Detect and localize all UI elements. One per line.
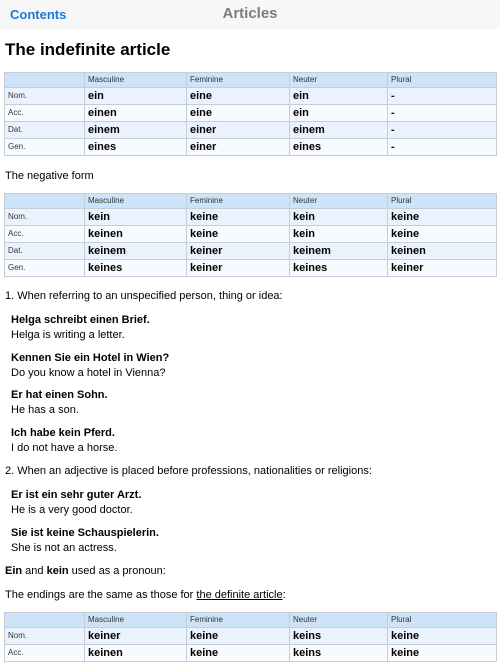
article-form-cell: keine bbox=[388, 628, 497, 645]
german-sentence: Er hat einen Sohn. bbox=[11, 389, 108, 401]
article-form-cell: keine bbox=[187, 628, 290, 645]
example-6 bbox=[11, 526, 159, 556]
article-form-cell: ein bbox=[290, 105, 388, 122]
article-form-cell: kein bbox=[85, 209, 187, 226]
negative-form-heading: The negative form bbox=[5, 170, 94, 182]
case-label: Dat. bbox=[5, 243, 85, 260]
gender-column-header: Neuter bbox=[290, 613, 388, 628]
pronoun-endings-table bbox=[4, 612, 497, 662]
article-form-cell: eine bbox=[187, 88, 290, 105]
english-translation: She is not an actress. bbox=[11, 542, 117, 554]
article-form-cell: - bbox=[388, 88, 497, 105]
example-4 bbox=[11, 426, 117, 456]
case-label: Dat. bbox=[5, 122, 85, 139]
gender-column-header: Neuter bbox=[290, 194, 388, 209]
article-form-cell: einem bbox=[290, 122, 388, 139]
case-label: Nom. bbox=[5, 88, 85, 105]
article-form-cell: eines bbox=[85, 139, 187, 156]
case-label: Acc. bbox=[5, 105, 85, 122]
table-row bbox=[5, 88, 497, 105]
article-form-cell: keins bbox=[290, 645, 388, 662]
case-label: Gen. bbox=[5, 260, 85, 277]
table-row bbox=[5, 122, 497, 139]
article-form-cell: keines bbox=[85, 260, 187, 277]
word-kein: kein bbox=[46, 565, 69, 577]
article-content[interactable] bbox=[0, 29, 500, 667]
english-translation: He is a very good doctor. bbox=[11, 504, 133, 516]
negative-form-table bbox=[4, 193, 497, 277]
article-form-cell: keines bbox=[290, 260, 388, 277]
gender-column-header: Masculine bbox=[85, 613, 187, 628]
article-form-cell: keinen bbox=[388, 243, 497, 260]
contents-back-button[interactable]: Contents bbox=[10, 7, 67, 22]
pronoun-heading-rest: used as a pronoun: bbox=[68, 565, 166, 577]
word-ein: Ein bbox=[5, 565, 23, 577]
usage-point-1: 1. When referring to an unspecified person, thing or idea: bbox=[5, 290, 283, 302]
definite-article-link[interactable]: the definite article bbox=[196, 589, 283, 601]
article-form-cell: keinem bbox=[85, 243, 187, 260]
case-label: Acc. bbox=[5, 226, 85, 243]
table-header-row bbox=[5, 73, 497, 88]
and-text: and bbox=[22, 565, 47, 577]
example-5 bbox=[11, 488, 141, 518]
article-form-cell: keine bbox=[187, 209, 290, 226]
gender-column-header: Feminine bbox=[187, 73, 290, 88]
article-form-cell: keine bbox=[187, 645, 290, 662]
table-row bbox=[5, 243, 497, 260]
table-row bbox=[5, 209, 497, 226]
gender-column-header: Plural bbox=[388, 194, 497, 209]
article-form-cell: keiner bbox=[187, 243, 290, 260]
table-row bbox=[5, 139, 497, 156]
german-sentence: Kennen Sie ein Hotel in Wien? bbox=[11, 352, 170, 364]
case-column-header bbox=[5, 194, 85, 209]
article-form-cell: eines bbox=[290, 139, 388, 156]
table-header-row bbox=[5, 194, 497, 209]
gender-column-header: Plural bbox=[388, 73, 497, 88]
gender-column-header: Masculine bbox=[85, 73, 187, 88]
article-form-cell: kein bbox=[290, 226, 388, 243]
article-form-cell: keinen bbox=[85, 226, 187, 243]
article-form-cell: kein bbox=[290, 209, 388, 226]
article-form-cell: keins bbox=[290, 628, 388, 645]
gender-column-header: Feminine bbox=[187, 613, 290, 628]
german-sentence: Ich habe kein Pferd. bbox=[11, 427, 115, 439]
example-2 bbox=[11, 351, 169, 381]
usage-point-2: 2. When an adjective is placed before professions, nationalities or religions: bbox=[5, 465, 372, 477]
case-column-header bbox=[5, 613, 85, 628]
article-form-cell: keiner bbox=[85, 628, 187, 645]
indefinite-article-table bbox=[4, 72, 497, 156]
article-form-cell: - bbox=[388, 122, 497, 139]
table-row bbox=[5, 645, 497, 662]
article-form-cell: - bbox=[388, 105, 497, 122]
case-label: Nom. bbox=[5, 209, 85, 226]
nav-title: Articles bbox=[222, 5, 278, 22]
table-row bbox=[5, 628, 497, 645]
case-label: Nom. bbox=[5, 628, 85, 645]
case-label: Acc. bbox=[5, 645, 85, 662]
pronoun-heading bbox=[5, 565, 166, 577]
article-form-cell: ein bbox=[290, 88, 388, 105]
table-row bbox=[5, 226, 497, 243]
case-column-header bbox=[5, 73, 85, 88]
english-translation: I do not have a horse. bbox=[11, 442, 118, 454]
table-row bbox=[5, 105, 497, 122]
article-form-cell: keine bbox=[388, 226, 497, 243]
article-form-cell: einen bbox=[85, 105, 187, 122]
case-label: Gen. bbox=[5, 139, 85, 156]
article-form-cell: eine bbox=[187, 105, 290, 122]
article-form-cell: keiner bbox=[187, 260, 290, 277]
example-3 bbox=[11, 388, 108, 418]
article-form-cell: keine bbox=[388, 645, 497, 662]
endings-suffix: : bbox=[282, 589, 286, 601]
endings-note bbox=[5, 589, 286, 601]
german-sentence: Er ist ein sehr guter Arzt. bbox=[11, 489, 142, 501]
example-1 bbox=[11, 313, 150, 343]
article-form-cell: ein bbox=[85, 88, 187, 105]
article-form-cell: keiner bbox=[388, 260, 497, 277]
english-translation: Do you know a hotel in Vienna? bbox=[11, 367, 166, 379]
article-form-cell: einem bbox=[85, 122, 187, 139]
german-sentence: Helga schreibt einen Brief. bbox=[11, 314, 150, 326]
article-form-cell: keine bbox=[388, 209, 497, 226]
gender-column-header: Neuter bbox=[290, 73, 388, 88]
page-title: The indefinite article bbox=[5, 40, 171, 59]
gender-column-header: Feminine bbox=[187, 194, 290, 209]
gender-column-header: Masculine bbox=[85, 194, 187, 209]
english-translation: Helga is writing a letter. bbox=[11, 329, 125, 341]
article-form-cell: - bbox=[388, 139, 497, 156]
english-translation: He has a son. bbox=[11, 404, 79, 416]
article-form-cell: keine bbox=[187, 226, 290, 243]
table-header-row bbox=[5, 613, 497, 628]
gender-column-header: Plural bbox=[388, 613, 497, 628]
article-form-cell: keinen bbox=[85, 645, 187, 662]
article-form-cell: keinem bbox=[290, 243, 388, 260]
article-form-cell: einer bbox=[187, 139, 290, 156]
article-form-cell: einer bbox=[187, 122, 290, 139]
navigation-bar bbox=[0, 0, 500, 29]
german-sentence: Sie ist keine Schauspielerin. bbox=[11, 527, 159, 539]
table-row bbox=[5, 260, 497, 277]
endings-prefix: The endings are the same as those for bbox=[5, 589, 197, 601]
